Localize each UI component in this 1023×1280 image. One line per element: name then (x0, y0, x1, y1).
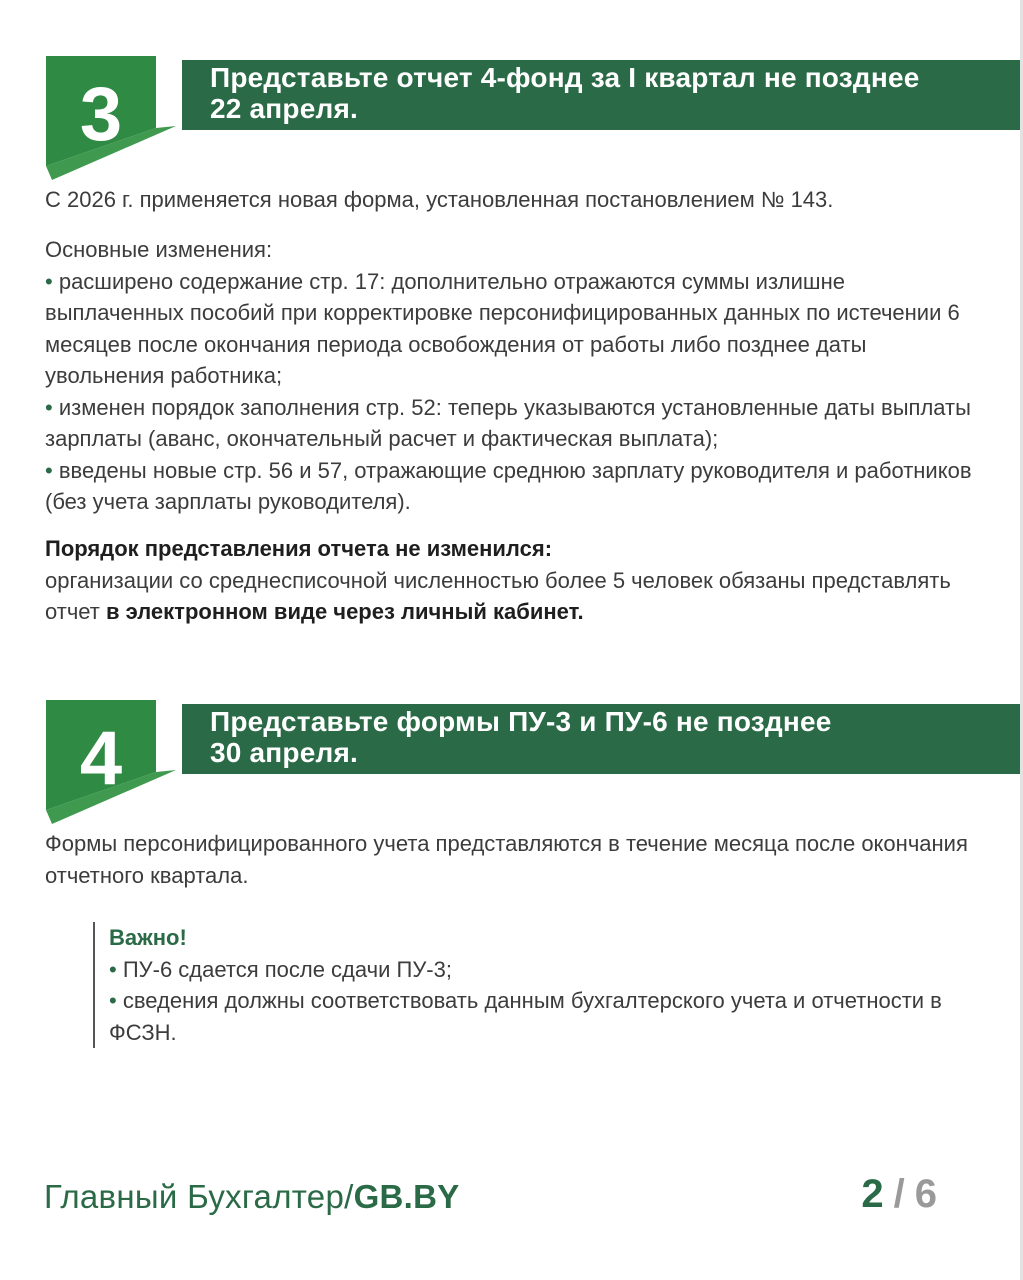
order-bold: в электронном виде через личный кабинет. (106, 599, 584, 624)
section-3-title-line2: 22 апреля. (210, 93, 358, 124)
note-item-1: • ПУ-6 сдается после сдачи ПУ-3; (109, 954, 989, 986)
section-3-title-bar (182, 60, 1020, 130)
section-3-changes (45, 234, 985, 518)
page-current: 2 (861, 1172, 884, 1216)
note-item-2: • сведения должны соответствовать данным бухгалтерского учета и отчетности в ФСЗН. (109, 985, 989, 1048)
changes-heading: Основные изменения: (45, 237, 273, 262)
order-text: организации со среднесписочной численностью более 5 человек обязаны представлять отчет в электронном виде через личный кабинет. (45, 567, 951, 624)
section-4-intro: Формы персонифицированного учета представляются в течение месяца после окончания отчетного квартала. (45, 831, 968, 888)
note-title: Важно! (109, 925, 187, 950)
order-heading: Порядок представления отчета не изменился: (45, 536, 553, 561)
brand-text: Главный Бухгалтер/ (44, 1178, 354, 1215)
important-note (93, 922, 989, 1048)
section-4-title-line2: 30 апреля. (210, 737, 358, 768)
change-item-2: • изменен порядок заполнения стр. 52: теперь указываются установленные даты выплаты зарплаты (аванс, окончательный расчет и фактическая выплата); (45, 392, 985, 455)
section-3-number: 3 (79, 72, 123, 157)
section-4-number: 4 (79, 716, 123, 801)
section-4-title-bar (182, 704, 1020, 774)
section-4-title (210, 706, 1010, 768)
section-3-order (45, 533, 985, 628)
section-4-title-line1: Представьте формы ПУ-3 и ПУ-6 не позднее (210, 706, 832, 737)
brand-domain: GB.BY (353, 1178, 460, 1215)
section-3-title-line1: Представьте отчет 4-фонд за I квартал не позднее (210, 62, 920, 93)
change-item-3: • введены новые стр. 56 и 57, отражающие среднюю зарплату руководителя и работников (без учета зарплаты руководителя). (45, 455, 985, 518)
page-counter (861, 1172, 937, 1217)
change-item-1: • расширено содержание стр. 17: дополнительно отражаются суммы излишне выплаченных пособий при корректировке персонифицированных данных по истечении 6 месяцев после окончания периода освобождения от работы либо позднее даты увольнения работника; (45, 266, 985, 392)
section-3-intro: С 2026 г. применяется новая форма, установленная постановлением № 143. (45, 187, 834, 212)
footer-brand (44, 1178, 460, 1216)
page-separator: / (893, 1172, 905, 1216)
section-3-title (210, 62, 1010, 124)
page-total: 6 (914, 1172, 937, 1216)
